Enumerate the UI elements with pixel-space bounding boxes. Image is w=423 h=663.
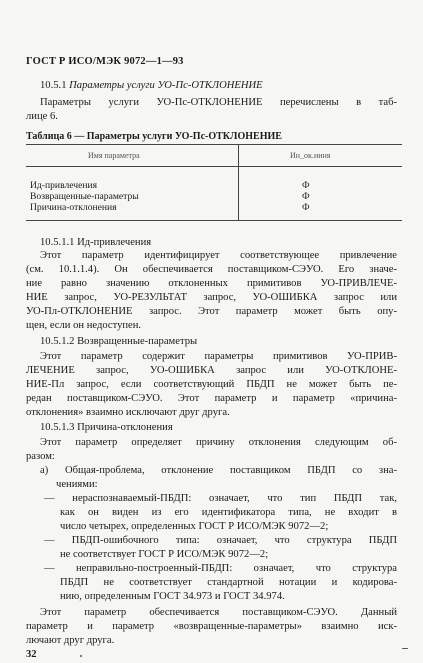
paragraph-line: НИЕ-Пл запрос, если соответствующий ПБДП не может быть пе- xyxy=(26,379,397,390)
paragraph-line: (см. 10.1.1.4). Он обеспечивается поставщиком-СЭУО. Его значе- xyxy=(26,264,397,275)
scan-speck xyxy=(402,648,408,649)
table-header-name: Имя параметра xyxy=(88,151,140,160)
paragraph-line: НИЕ запрос, УО-РЕЗУЛЬТАТ запрос, УО-ОШИБКА запрос или xyxy=(26,292,397,303)
parameters-table xyxy=(26,144,402,220)
paragraph-line: УО-Пл-ОТКЛОНЕНИЕ запрос. Этот параметр может быть опу- xyxy=(26,306,397,317)
dash-item: ПБДП не соответствует стандартной нотации и кодирова- xyxy=(60,577,397,588)
paragraph-line: параметр и параметр «возвращенные-параметры» взаимно иск- xyxy=(26,621,397,632)
paragraph-line: Этот параметр определяет причину отклонения следующим об- xyxy=(40,437,397,448)
paragraph-line: лючают друг друга. xyxy=(26,635,115,646)
table-top-rule xyxy=(26,144,402,145)
dash-item: — нераспознаваемый-ПБДП: означает, что тип ПБДП так, xyxy=(44,493,397,504)
list-item-a: чениями: xyxy=(56,479,98,490)
table-column-divider xyxy=(238,144,239,220)
dash-item: как он виден из его идентификатора типа, не входит в xyxy=(60,507,397,518)
table-cell-value: Ф xyxy=(302,180,310,191)
dash-item: нию, определенным ГОСТ 34.973 и ГОСТ 34.974. xyxy=(60,591,285,602)
paragraph-line: Этот параметр обеспечивается поставщиком-СЭУО. Данный xyxy=(40,607,397,618)
list-item-a: а) Общая-проблема, отклонение поставщиком ПБДП со зна- xyxy=(40,465,397,476)
section-heading xyxy=(40,79,263,93)
table-cell-name: Причина-отклонения xyxy=(30,202,117,213)
dash-item: не соответствует ГОСТ Р ИСО/МЭК 9072—2; xyxy=(60,549,269,560)
table-cell-name: Ид-привлечения xyxy=(30,180,98,191)
table-header-value: Ин_ок.ииня xyxy=(290,151,331,160)
table-cell-value: Ф xyxy=(302,191,310,202)
paragraph-line: ние равно значению отклоненных примитивов УО-ПРИВЛЕЧЕ- xyxy=(26,278,397,289)
paragraph-line: отклонения» взаимно исключают друг друга. xyxy=(26,407,230,418)
paragraph-line: разом: xyxy=(26,451,55,462)
intro-line: лице 6. xyxy=(26,111,58,122)
intro-line: Параметры услуги УО-Пс-ОТКЛОНЕНИЕ перечислены в таб- xyxy=(40,97,397,108)
table-caption: Таблица 6 — Параметры услуги УО-Пс-ОТКЛОНЕНИЕ xyxy=(26,131,282,142)
subsection-heading: 10.5.1.1 Ид-привлечения xyxy=(40,237,152,248)
dash-item: число четырех, определенных ГОСТ Р ИСО/МЭК 9072—2; xyxy=(60,521,329,532)
dash-item: — неправильно-построенный-ПБДП: означает, что структура xyxy=(44,563,397,574)
paragraph-line: редан поставщиком-СЭУО. Этот параметр и параметр «причина- xyxy=(26,393,397,404)
dash-item: — ПБДП-ошибочного типа: означает, что структура ПБДП xyxy=(44,535,397,546)
scan-speck xyxy=(80,655,82,657)
paragraph-line: щен, если он недоступен. xyxy=(26,320,142,331)
subsection-heading: 10.5.1.2 Возвращенные-параметры xyxy=(40,336,198,347)
subsection-heading: 10.5.1.3 Причина-отклонения xyxy=(40,422,173,433)
paragraph-line: ЛЕЧЕНИЕ запрос, УО-ОШИБКА запрос или УО-ОТКЛОНЕ- xyxy=(26,365,397,376)
table-header-rule xyxy=(26,166,402,167)
table-cell-value: Ф xyxy=(302,202,310,213)
table-bottom-rule xyxy=(26,220,402,221)
page-number: 32 xyxy=(26,649,37,660)
paragraph-line: Этот параметр идентифицирует соответствующее привлечение xyxy=(40,250,397,261)
section-number: 10.5.1 xyxy=(40,80,67,91)
table-cell-name: Возвращенные-параметры xyxy=(30,191,139,202)
paragraph-line: Этот параметр содержит параметры примитивов УО-ПРИВ- xyxy=(40,351,397,362)
section-title: Параметры услуги УО-Пс-ОТКЛОНЕНИЕ xyxy=(69,80,263,91)
document-header: ГОСТ Р ИСО/МЭК 9072—1—93 xyxy=(26,56,184,67)
